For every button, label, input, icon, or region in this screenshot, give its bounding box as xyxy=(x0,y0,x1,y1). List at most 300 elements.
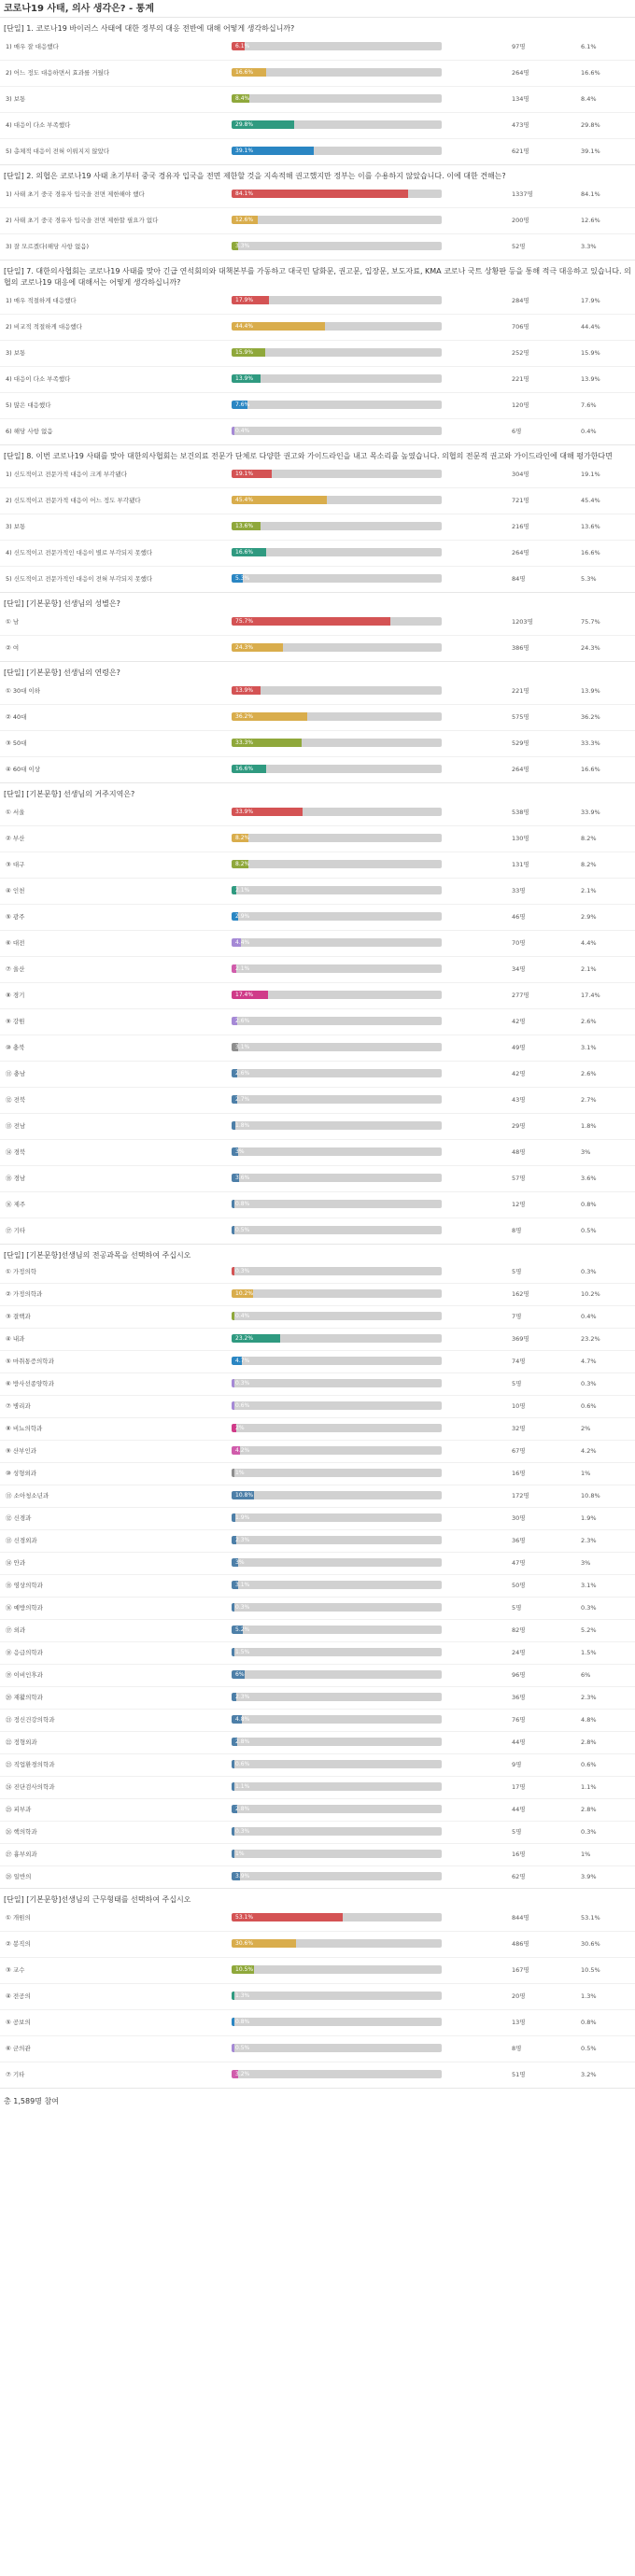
bar-percent-label: 3.3% xyxy=(235,243,250,249)
response-count: 486명 xyxy=(512,1940,529,1948)
option-row xyxy=(0,1866,635,1888)
question-title: [단일] 7. 대한의사협회는 코로나19 사태를 맞아 긴급 연석회의와 대책본부를 가동하고 대국민 담화문, 권고문, 입장문, 보도자료, KMA 코로나 국트 상황판 등을 통해 적극 대응하고 있습니다. 의협의 코로나19 대응에 대해서는 어떻게 생각하십니까? xyxy=(4,267,631,287)
response-percent: 1.5% xyxy=(581,1649,597,1656)
response-percent: 17.9% xyxy=(581,297,600,304)
response-count: 20명 xyxy=(512,1992,526,2000)
option-label: ⑯ 예방의학과 xyxy=(6,1604,43,1612)
response-percent: 8.2% xyxy=(581,861,597,868)
response-count: 32명 xyxy=(512,1425,526,1432)
response-count: 24명 xyxy=(512,1649,526,1656)
response-percent: 17.4% xyxy=(581,992,600,999)
option-label: 5) 신도적이고 전문가적인 대응이 전혀 부각되지 못했다 xyxy=(6,575,153,583)
response-count: 96명 xyxy=(512,1671,526,1679)
result-bar-track xyxy=(232,2070,442,2078)
result-bar-track xyxy=(232,1043,442,1051)
result-bar-fill xyxy=(232,1603,234,1612)
option-row xyxy=(0,208,635,234)
bar-percent-label: 2.8% xyxy=(235,1738,250,1745)
bar-percent-label: 3.1% xyxy=(235,1044,250,1050)
option-label: ⑭ 경북 xyxy=(6,1148,26,1156)
bar-percent-label: 1.1% xyxy=(235,1783,250,1790)
option-label: ⑰ 기타 xyxy=(6,1227,26,1234)
response-count: 12명 xyxy=(512,1201,526,1208)
result-bar-track xyxy=(232,1693,442,1701)
option-label: ⑫ 전북 xyxy=(6,1096,26,1104)
option-label: ㉒ 정형외과 xyxy=(6,1738,37,1746)
option-row xyxy=(0,1530,635,1553)
option-label: ⑩ 성형외과 xyxy=(6,1470,37,1477)
response-count: 264명 xyxy=(512,766,529,773)
option-label: ⑪ 충남 xyxy=(6,1070,26,1077)
option-label: ① 남 xyxy=(6,618,20,626)
response-percent: 2.3% xyxy=(581,1537,597,1544)
result-bar-track xyxy=(232,1939,442,1948)
response-percent: 10.8% xyxy=(581,1492,600,1499)
bar-percent-label: 0.5% xyxy=(235,1227,250,1233)
option-label: ① 개원의 xyxy=(6,1914,31,1921)
result-bar-fill xyxy=(232,2044,234,2052)
option-row xyxy=(0,1088,635,1114)
option-label: ⑬ 신경외과 xyxy=(6,1537,37,1544)
option-label: ⑧ 비뇨의학과 xyxy=(6,1425,43,1432)
option-label: 4) 대응이 다소 부족했다 xyxy=(6,375,71,383)
option-label: ② 가정의학과 xyxy=(6,1290,43,1298)
response-count: 369명 xyxy=(512,1335,529,1343)
response-percent: 0.8% xyxy=(581,2019,597,2026)
option-label: 2) 신도적이고 전문가적 대응이 어느 정도 부각됐다 xyxy=(6,497,141,504)
bar-percent-label: 19.1% xyxy=(235,471,254,477)
response-count: 62명 xyxy=(512,1873,526,1880)
response-count: 131명 xyxy=(512,861,529,868)
bar-percent-label: 3% xyxy=(235,1559,245,1566)
option-row xyxy=(0,315,635,341)
option-row xyxy=(0,1822,635,1844)
option-row xyxy=(0,367,635,393)
option-row xyxy=(0,113,635,139)
option-label: ⑭ 안과 xyxy=(6,1559,26,1567)
option-label: ④ 60대 이상 xyxy=(6,766,41,773)
response-percent: 3% xyxy=(581,1559,591,1567)
option-label: ⑫ 신경과 xyxy=(6,1514,32,1522)
result-bar-track xyxy=(232,1913,442,1921)
bar-percent-label: 8.4% xyxy=(235,95,250,102)
survey-question-section xyxy=(0,1888,635,2088)
option-label: ⑥ 대전 xyxy=(6,939,25,947)
response-count: 473명 xyxy=(512,121,529,129)
result-bar-track xyxy=(232,860,442,868)
result-bar-track xyxy=(232,242,442,250)
question-title: [단일] [기본문항] 선생님의 연령은? xyxy=(4,669,120,677)
result-bar-track xyxy=(232,834,442,842)
result-bar-track xyxy=(232,296,442,304)
response-count: 5명 xyxy=(512,1604,522,1612)
result-bar-track xyxy=(232,1805,442,1813)
bar-percent-label: 39.1% xyxy=(235,148,254,154)
bar-percent-label: 0.3% xyxy=(235,1828,250,1835)
response-count: 200명 xyxy=(512,217,529,224)
response-count: 8명 xyxy=(512,1227,522,1234)
option-label: ⑤ 마취통증의학과 xyxy=(6,1358,54,1365)
option-row xyxy=(0,1932,635,1958)
result-bar-track xyxy=(232,470,442,478)
option-row xyxy=(0,800,635,826)
option-list xyxy=(0,800,635,1244)
response-count: 1203명 xyxy=(512,618,533,626)
result-bar-track xyxy=(232,1581,442,1589)
result-bar-track xyxy=(232,1147,442,1156)
option-label: ㉘ 일반의 xyxy=(6,1873,32,1880)
response-count: 10명 xyxy=(512,1402,526,1410)
result-bar-track xyxy=(232,808,442,816)
response-count: 76명 xyxy=(512,1716,526,1724)
bar-percent-label: 10.8% xyxy=(235,1492,254,1499)
bar-percent-label: 6.1% xyxy=(235,43,250,49)
response-percent: 7.6% xyxy=(581,401,597,409)
result-bar-fill xyxy=(232,1267,234,1275)
response-percent: 10.5% xyxy=(581,1966,600,1974)
result-bar-track xyxy=(232,886,442,894)
result-bar-track xyxy=(232,1626,442,1634)
option-row xyxy=(0,1844,635,1866)
response-percent: 44.4% xyxy=(581,323,600,331)
option-label: ⑦ 기타 xyxy=(6,2071,25,2078)
bar-percent-label: 16.6% xyxy=(235,69,254,76)
bar-percent-label: 8.2% xyxy=(235,861,250,867)
bar-percent-label: 2.7% xyxy=(235,1096,250,1103)
response-count: 29명 xyxy=(512,1122,526,1130)
bar-percent-label: 0.8% xyxy=(235,2019,250,2025)
survey-sections xyxy=(0,17,635,2088)
option-row xyxy=(0,1958,635,1984)
response-percent: 2.9% xyxy=(581,913,597,921)
bar-percent-label: 12.6% xyxy=(235,217,254,223)
response-percent: 84.1% xyxy=(581,190,600,198)
response-count: 706명 xyxy=(512,323,529,331)
option-label: ⑨ 산부인과 xyxy=(6,1447,37,1455)
result-bar-track xyxy=(232,2044,442,2052)
response-percent: 8.4% xyxy=(581,95,597,103)
option-label: ⑦ 울산 xyxy=(6,965,25,973)
bar-percent-label: 2.3% xyxy=(235,1694,250,1700)
option-row xyxy=(0,636,635,661)
participant-total: 총 1,589명 참여 xyxy=(0,2088,635,2114)
option-label: 1) 매우 잘 대응했다 xyxy=(6,43,59,50)
option-row xyxy=(0,1351,635,1373)
result-bar-track xyxy=(232,912,442,921)
bar-percent-label: 17.9% xyxy=(235,297,254,303)
bar-percent-label: 53.1% xyxy=(235,1914,254,1921)
response-count: 221명 xyxy=(512,687,529,695)
option-row xyxy=(0,1306,635,1329)
result-bar-track xyxy=(232,617,442,626)
option-row xyxy=(0,1035,635,1062)
option-label: 3) 보통 xyxy=(6,523,26,530)
option-row xyxy=(0,1418,635,1441)
bar-percent-label: 2.9% xyxy=(235,913,250,920)
response-percent: 2.1% xyxy=(581,965,597,973)
option-label: ㉓ 직업환경의학과 xyxy=(6,1761,55,1768)
result-bar-track xyxy=(232,1827,442,1836)
response-count: 50명 xyxy=(512,1582,526,1589)
option-label: ⑲ 이비인후과 xyxy=(6,1671,43,1679)
response-count: 5명 xyxy=(512,1268,522,1275)
option-label: ③ 대구 xyxy=(6,861,25,868)
bar-percent-label: 1.8% xyxy=(235,1122,250,1129)
question-title: [단일] [기본문항]선생님의 근무형태를 선택하여 주십시오 xyxy=(4,1895,191,1904)
bar-percent-label: 3% xyxy=(235,1148,245,1155)
option-row xyxy=(0,1329,635,1351)
bar-percent-label: 33.3% xyxy=(235,739,254,746)
option-list xyxy=(0,289,635,444)
result-bar-fill xyxy=(232,1401,234,1410)
bar-percent-label: 13.6% xyxy=(235,523,254,529)
bar-percent-label: 0.3% xyxy=(235,1380,250,1387)
result-bar-track xyxy=(232,1424,442,1432)
option-label: 6) 해당 사항 없음 xyxy=(6,428,53,435)
response-count: 529명 xyxy=(512,739,529,747)
option-row xyxy=(0,2062,635,2088)
response-percent: 1.8% xyxy=(581,1122,597,1130)
response-count: 1337명 xyxy=(512,190,533,198)
response-percent: 3.3% xyxy=(581,243,597,250)
response-count: 844명 xyxy=(512,1914,529,1921)
question-title: [단일] 2. 의협은 코로나19 사태 초기부터 중국 경유자 입국을 전면 제한할 것을 지속적해 권고했지만 정부는 이를 수용하지 않았습니다. 이에 대한 견해는? xyxy=(4,172,506,180)
option-label: ② 여 xyxy=(6,644,20,652)
option-row xyxy=(0,1665,635,1687)
result-bar-track xyxy=(232,686,442,695)
result-bar-track xyxy=(232,1121,442,1130)
response-percent: 15.9% xyxy=(581,349,600,357)
bar-percent-label: 1.3% xyxy=(235,1992,250,1999)
option-row xyxy=(0,139,635,164)
question-title: [단일] [기본문항] 선생님의 성별은? xyxy=(4,599,120,608)
option-row xyxy=(0,905,635,931)
response-percent: 2.3% xyxy=(581,1694,597,1701)
result-bar-fill xyxy=(232,2018,234,2026)
response-percent: 45.4% xyxy=(581,497,600,504)
bar-percent-label: 17.4% xyxy=(235,992,254,998)
option-row xyxy=(0,1732,635,1754)
response-percent: 0.4% xyxy=(581,428,597,435)
response-count: 47명 xyxy=(512,1559,526,1567)
response-count: 43명 xyxy=(512,1096,526,1104)
result-bar-track xyxy=(232,496,442,504)
response-percent: 0.3% xyxy=(581,1604,597,1612)
result-bar-track xyxy=(232,1379,442,1387)
response-count: 44명 xyxy=(512,1738,526,1746)
response-percent: 13.6% xyxy=(581,523,600,530)
response-percent: 2.6% xyxy=(581,1070,597,1077)
response-percent: 1.1% xyxy=(581,1783,597,1791)
option-label: ㉕ 피부과 xyxy=(6,1806,32,1813)
option-row xyxy=(0,1906,635,1932)
response-percent: 4.8% xyxy=(581,1716,597,1724)
result-bar-track xyxy=(232,1289,442,1298)
question-title: [단일] 8. 이번 코로나19 사태를 맞아 대한의사협회는 보건의료 전문가 단체로 다양한 권고와 가이드라인을 내고 목소리를 높였습니다. 의협의 전문적 권고와 가이드라인에 대해 평가한다면 xyxy=(4,452,613,460)
bar-percent-label: 2.8% xyxy=(235,1806,250,1812)
option-row xyxy=(0,757,635,782)
option-label: ② 봉직의 xyxy=(6,1940,31,1948)
bar-percent-label: 10.2% xyxy=(235,1290,254,1297)
option-row xyxy=(0,488,635,514)
response-percent: 6.1% xyxy=(581,43,597,50)
response-count: 36명 xyxy=(512,1694,526,1701)
option-label: 2) 비교적 적절하게 대응했다 xyxy=(6,323,82,331)
bar-percent-label: 6% xyxy=(235,1671,245,1678)
option-label: 4) 신도적이고 전문가적인 대응이 별로 부각되지 못했다 xyxy=(6,549,153,556)
survey-question-section xyxy=(0,17,635,164)
result-bar-track xyxy=(232,1965,442,1974)
result-bar-track xyxy=(232,938,442,947)
response-percent: 1.9% xyxy=(581,1514,597,1522)
bar-percent-label: 45.4% xyxy=(235,497,254,503)
bar-percent-label: 2.1% xyxy=(235,887,250,894)
result-bar-track xyxy=(232,548,442,556)
result-bar-fill xyxy=(232,1200,234,1208)
response-percent: 3.1% xyxy=(581,1582,597,1589)
response-percent: 1% xyxy=(581,1851,591,1858)
option-row xyxy=(0,705,635,731)
response-percent: 12.6% xyxy=(581,217,600,224)
response-count: 52명 xyxy=(512,243,526,250)
response-count: 30명 xyxy=(512,1514,526,1522)
option-row xyxy=(0,1485,635,1508)
response-percent: 16.6% xyxy=(581,766,600,773)
result-bar-track xyxy=(232,1469,442,1477)
response-count: 386명 xyxy=(512,644,529,652)
response-count: 44명 xyxy=(512,1806,526,1813)
response-percent: 2.1% xyxy=(581,887,597,894)
response-percent: 8.2% xyxy=(581,835,597,842)
option-label: ⑪ 소아청소년과 xyxy=(6,1492,49,1499)
option-row xyxy=(0,1710,635,1732)
result-bar-track xyxy=(232,322,442,331)
option-label: ⑩ 충북 xyxy=(6,1044,25,1051)
option-list xyxy=(0,610,635,661)
bar-percent-label: 29.8% xyxy=(235,121,254,128)
option-label: ⑮ 경남 xyxy=(6,1175,26,1182)
bar-percent-label: 1% xyxy=(235,1851,245,1857)
survey-question-section xyxy=(0,164,635,260)
response-count: 9명 xyxy=(512,1761,522,1768)
response-percent: 0.3% xyxy=(581,1380,597,1387)
response-count: 34명 xyxy=(512,965,526,973)
option-label: ⑱ 응급의학과 xyxy=(6,1649,43,1656)
result-bar-track xyxy=(232,1992,442,2000)
response-count: 36명 xyxy=(512,1537,526,1544)
bar-percent-label: 8.2% xyxy=(235,835,250,841)
option-label: ② 부산 xyxy=(6,835,25,842)
result-bar-track xyxy=(232,1226,442,1234)
option-label: 3) 보통 xyxy=(6,95,26,103)
question-title: [단일] [기본문항] 선생님의 거주지역은? xyxy=(4,790,135,798)
bar-percent-label: 0.8% xyxy=(235,1201,250,1207)
option-label: ① 서울 xyxy=(6,809,25,816)
response-count: 721명 xyxy=(512,497,529,504)
response-count: 16명 xyxy=(512,1851,526,1858)
response-count: 621명 xyxy=(512,148,529,155)
option-row xyxy=(0,731,635,757)
option-row xyxy=(0,983,635,1009)
response-count: 264명 xyxy=(512,69,529,77)
result-bar-fill xyxy=(232,1226,234,1234)
survey-question-section xyxy=(0,592,635,661)
result-bar-fill xyxy=(232,617,390,626)
bar-percent-label: 75.7% xyxy=(235,618,254,625)
response-count: 538명 xyxy=(512,809,529,816)
result-bar-track xyxy=(232,574,442,583)
result-bar-track xyxy=(232,42,442,50)
option-row xyxy=(0,610,635,636)
question-title: [단일] [기본문항]선생님의 전공과목을 선택하여 주십시오 xyxy=(4,1251,191,1260)
bar-percent-label: 0.6% xyxy=(235,1402,250,1409)
result-bar-track xyxy=(232,643,442,652)
response-count: 575명 xyxy=(512,713,529,721)
survey-question-section xyxy=(0,1244,635,1888)
response-percent: 4.4% xyxy=(581,939,597,947)
page-title: 코로나19 사태, 의사 생각은? - 통계 xyxy=(4,4,154,14)
response-count: 5명 xyxy=(512,1828,522,1836)
result-bar-fill xyxy=(232,1379,234,1387)
response-percent: 0.5% xyxy=(581,1227,597,1234)
survey-question-section xyxy=(0,444,635,592)
result-bar-track xyxy=(232,522,442,530)
bar-percent-label: 1% xyxy=(235,1470,245,1476)
result-bar-track xyxy=(232,712,442,721)
bar-percent-label: 4.4% xyxy=(235,939,250,946)
result-bar-track xyxy=(232,1069,442,1077)
option-row xyxy=(0,1396,635,1418)
bar-percent-label: 4.8% xyxy=(235,1716,250,1723)
bar-percent-label: 16.6% xyxy=(235,549,254,556)
option-label: ⑦ 병리과 xyxy=(6,1402,31,1410)
response-percent: 53.1% xyxy=(581,1914,600,1921)
response-percent: 19.1% xyxy=(581,471,600,478)
option-row xyxy=(0,1754,635,1777)
option-label: ① 30대 이하 xyxy=(6,687,41,695)
response-count: 42명 xyxy=(512,1018,526,1025)
response-percent: 0.8% xyxy=(581,1201,597,1208)
response-percent: 2.6% xyxy=(581,1018,597,1025)
response-percent: 6% xyxy=(581,1671,591,1679)
response-percent: 3.6% xyxy=(581,1175,597,1182)
response-count: 162명 xyxy=(512,1290,529,1298)
response-percent: 2.7% xyxy=(581,1096,597,1104)
option-list xyxy=(0,679,635,782)
option-row xyxy=(0,61,635,87)
bar-percent-label: 4.2% xyxy=(235,1447,250,1454)
response-percent: 3.2% xyxy=(581,2071,597,2078)
option-row xyxy=(0,87,635,113)
response-percent: 30.6% xyxy=(581,1940,600,1948)
option-label: 5) 총체적 대응이 전혀 이뤄지지 않았다 xyxy=(6,148,110,155)
option-label: ㉑ 정신건강의학과 xyxy=(6,1716,55,1724)
result-bar-fill xyxy=(232,1827,234,1836)
option-label: ④ 인천 xyxy=(6,887,25,894)
bar-percent-label: 7.6% xyxy=(235,401,250,408)
option-label: ④ 전공의 xyxy=(6,1992,31,2000)
result-bar-fill xyxy=(232,1312,234,1320)
response-count: 284명 xyxy=(512,297,529,304)
result-bar-track xyxy=(232,1738,442,1746)
response-count: 49명 xyxy=(512,1044,526,1051)
option-row xyxy=(0,931,635,957)
result-bar-track xyxy=(232,190,442,198)
response-percent: 5.2% xyxy=(581,1626,597,1634)
response-percent: 2% xyxy=(581,1425,591,1432)
response-percent: 13.9% xyxy=(581,687,600,695)
option-list xyxy=(0,462,635,592)
